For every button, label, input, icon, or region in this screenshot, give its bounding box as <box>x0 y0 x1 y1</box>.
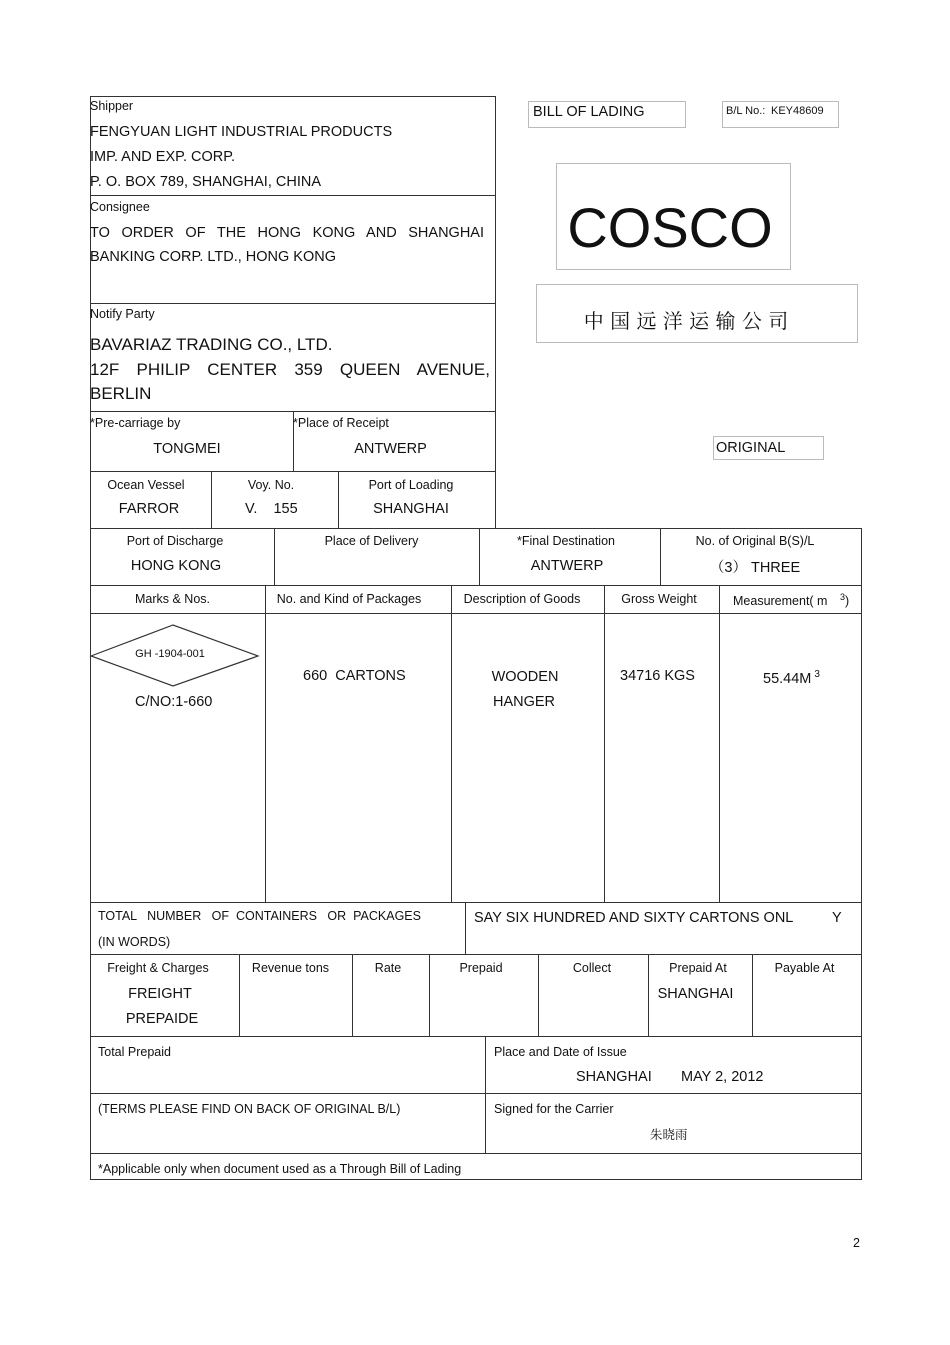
divider <box>465 902 466 955</box>
total-label-1: TOTAL NUMBER OF CONTAINERS OR PACKAGES <box>98 909 421 923</box>
original-stamp: ORIGINAL <box>716 440 786 456</box>
port-of-loading-label: Port of Loading <box>368 478 454 492</box>
measurement-sup: 3 <box>814 669 820 680</box>
collect-label: Collect <box>572 961 612 975</box>
measurement-value <box>763 669 820 687</box>
carton-numbers: C/NO:1-660 <box>135 694 213 710</box>
voy-no-label: Voy. No. <box>247 478 295 492</box>
port-of-discharge-value: HONG KONG <box>130 558 222 574</box>
prepaid-at-value: SHANGHAI <box>657 986 734 1002</box>
gross-weight-header: Gross Weight <box>621 592 697 606</box>
package-count: 660 CARTONS <box>303 668 406 684</box>
total-in-words-end: Y <box>832 910 842 926</box>
ocean-vessel-label: Ocean Vessel <box>107 478 185 492</box>
notify-line-2: 12F PHILIP CENTER 359 QUEEN AVENUE, <box>90 360 490 379</box>
prepaid-at-label: Prepaid At <box>669 961 727 975</box>
place-date-issue-label: Place and Date of Issue <box>494 1045 627 1059</box>
ocean-vessel-value: FARROR <box>118 501 180 517</box>
notify-label: Notify Party <box>90 307 155 321</box>
port-of-discharge-label: Port of Discharge <box>126 534 224 548</box>
measurement-header-text: Measurement( m <box>733 594 828 609</box>
goods-description-1: WOODEN <box>491 669 559 685</box>
freight-line-1: FREIGHT <box>128 986 192 1002</box>
measurement-header-close: ) <box>844 594 850 609</box>
shipper-label: Shipper <box>90 99 134 113</box>
consignee-line-2: BANKING CORP. LTD., HONG KONG <box>90 249 337 265</box>
shipper-line-2: IMP. AND EXP. CORP. <box>90 149 236 165</box>
carrier-chinese-name: 中 国 远 洋 运 输 公 司 <box>583 309 789 333</box>
place-of-receipt-label: *Place of Receipt <box>293 416 389 430</box>
shipper-line-3: P. O. BOX 789, SHANGHAI, CHINA <box>90 174 322 190</box>
original-count-value: （3） THREE <box>709 560 801 576</box>
shipping-mark: GH -1904-001 <box>135 648 205 660</box>
page-number: 2 <box>853 1236 860 1250</box>
shipper-line-1: FENGYUAN LIGHT INDUSTRIAL PRODUCTS <box>90 124 393 140</box>
freight-line-2: PREPAIDE <box>125 1011 199 1027</box>
voy-no-value: V. 155 <box>245 501 298 517</box>
measurement-header-sup: 3 <box>839 592 845 602</box>
rate-label: Rate <box>374 961 402 975</box>
place-of-delivery-label: Place of Delivery <box>324 534 419 548</box>
final-destination-value: ANTWERP <box>530 558 604 574</box>
port-of-loading-value: SHANGHAI <box>373 501 449 517</box>
bl-number-label: B/L No.: <box>726 105 766 117</box>
consignee-line-1: TO ORDER OF THE HONG KONG AND SHANGHAI <box>90 225 484 241</box>
total-in-words: SAY SIX HUNDRED AND SIXTY CARTONS ONL <box>474 910 794 926</box>
issue-date: MAY 2, 2012 <box>681 1069 764 1085</box>
payable-at-label: Payable At <box>774 961 835 975</box>
prepaid-label: Prepaid <box>459 961 503 975</box>
notify-line-3: BERLIN <box>90 384 152 403</box>
total-prepaid-label: Total Prepaid <box>98 1045 171 1059</box>
issue-place: SHANGHAI <box>576 1069 652 1085</box>
revenue-tons-label: Revenue tons <box>251 961 330 975</box>
place-of-receipt-value: ANTWERP <box>354 441 427 457</box>
notify-line-1: BAVARIAZ TRADING CO., LTD. <box>90 335 333 354</box>
terms-note: (TERMS PLEASE FIND ON BACK OF ORIGINAL B/L) <box>98 1102 401 1116</box>
total-label-2: (IN WORDS) <box>98 935 171 949</box>
consignee-label: Consignee <box>90 200 150 214</box>
marks-header: Marks & Nos. <box>134 592 210 606</box>
pre-carriage-value: TONGMEI <box>153 441 221 457</box>
document-title: BILL OF LADING <box>533 104 645 120</box>
original-count-label: No. of Original B(S)/L <box>695 534 815 548</box>
description-header: Description of Goods <box>463 592 581 606</box>
packages-header: No. and Kind of Packages <box>276 592 422 606</box>
measurement-number: 55.44M <box>763 670 812 687</box>
carrier-name: COSCO <box>567 196 773 259</box>
carrier-signature: 朱晓雨 <box>650 1127 688 1142</box>
footnote: *Applicable only when document used as a Through Bill of Lading <box>98 1162 462 1176</box>
freight-charges-label: Freight & Charges <box>107 961 209 975</box>
goods-description-2: HANGER <box>492 694 556 710</box>
bl-number: KEY48609 <box>771 105 824 117</box>
pre-carriage-label: *Pre-carriage by <box>90 416 181 430</box>
issue-row <box>90 1036 862 1094</box>
gross-weight: 34716 KGS <box>620 668 695 684</box>
signed-for-carrier-label: Signed for the Carrier <box>494 1102 614 1116</box>
measurement-header <box>733 592 849 608</box>
final-destination-label: *Final Destination <box>517 534 615 548</box>
